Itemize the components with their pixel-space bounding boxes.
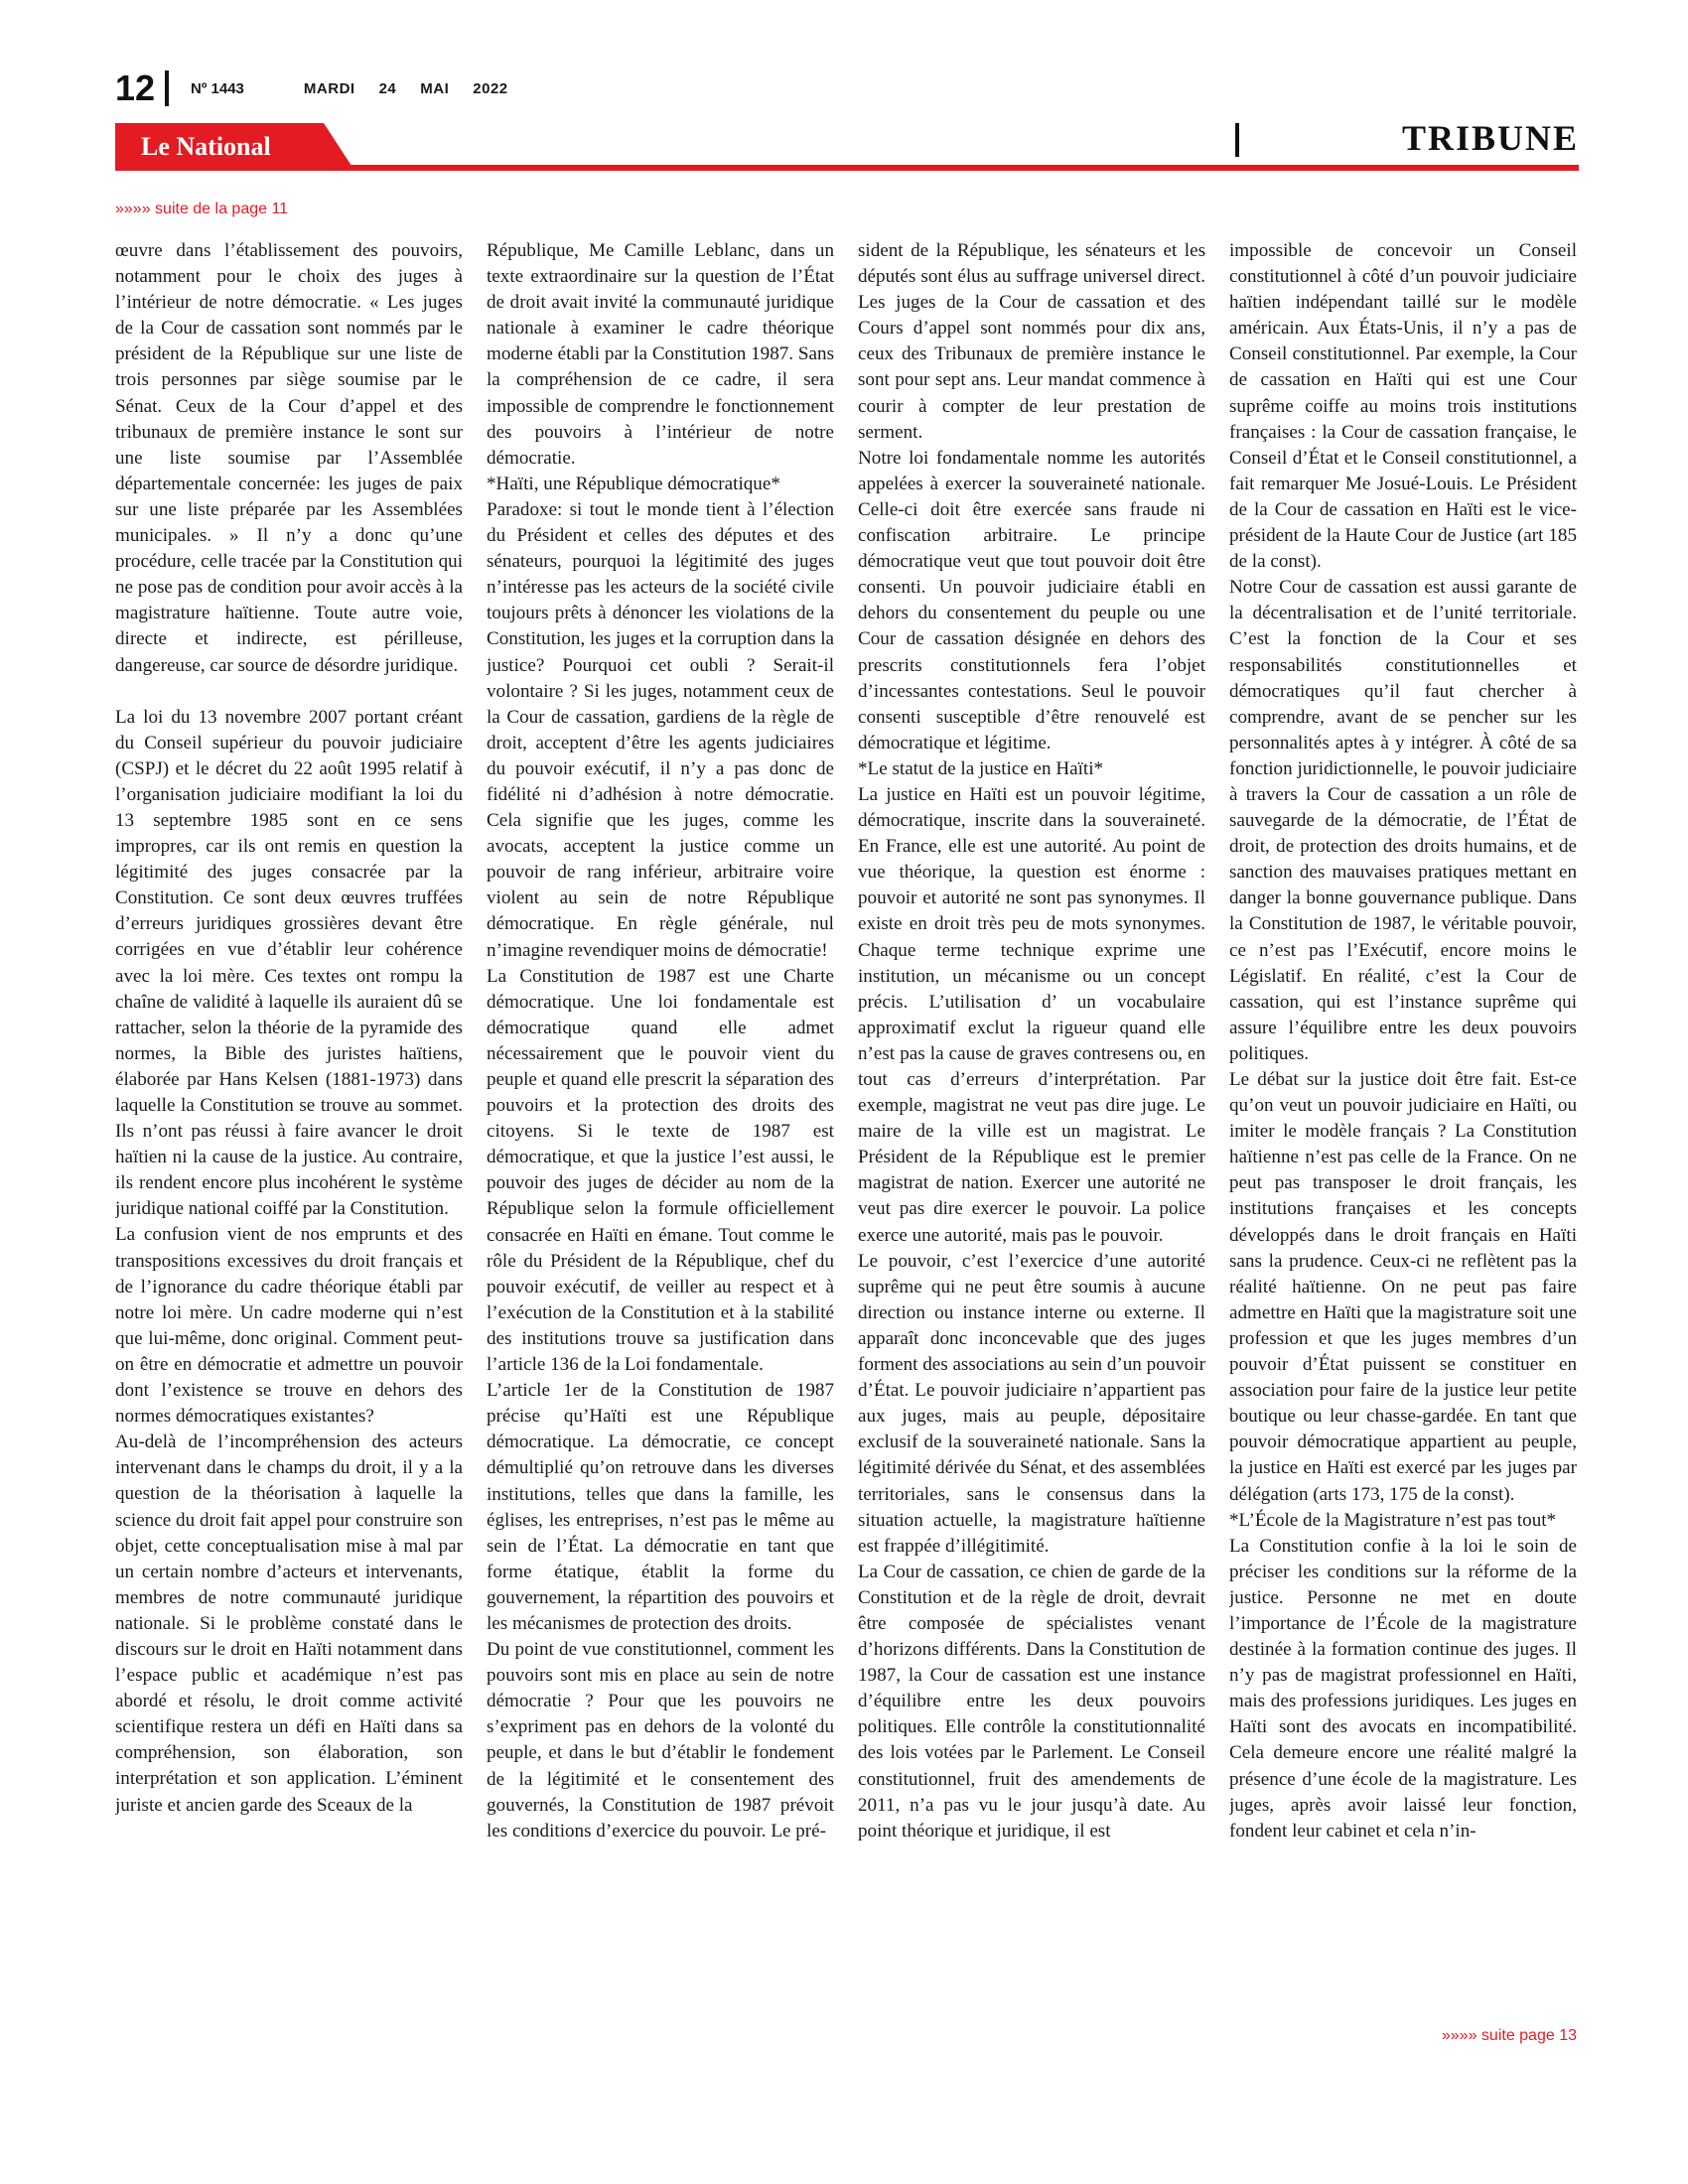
article-column-4 — [1229, 238, 1577, 2025]
section-divider — [1235, 123, 1239, 157]
paragraph: Du point de vue constitutionnel, comment les pouvoirs sont mis en place au sein de notre démocratie ? Pour que les pouvoirs ne s’expriment pas en dehors de la volonté du peuple, et dans le but d’établir le fondement de la légitimité et le consentement des gouvernés, la Constitution de 1987 prévoit les conditions d’exercice du pouvoir. Le pré- — [487, 1639, 834, 1842]
subheading: *Haïti, une République démocratique* — [487, 473, 780, 494]
paragraph: Notre loi fondamentale nomme les autorités appelées à exercer la souveraineté nationale. Celle-ci doit être exercée sans fraude ni confiscation arbitraire. Le principe démocratique veut que tout pouvoir doit être consenti. Un pouvoir judiciaire établi en dehors du consentement du peuple ou une Cour de cassation désignée en dehors des prescrits constitutionnels fera l’objet d’incessantes contestations. Seul le pouvoir consenti susceptible d’être renouvelé est démocratique et légitime. — [858, 447, 1205, 753]
date-weekday: MARDI — [303, 79, 355, 97]
article-column-2 — [487, 238, 834, 2025]
paragraph: Au-delà de l’incompréhension des acteurs intervenant dans le champs du droit, il y a la question de la théorisation à laquelle la science du droit fait appel pour construire son objet, cette conceptualisation mise à mal par un certain nombre d’acteurs et intervenants, membres de notre communauté juridique nationale. Si le problème constaté dans le discours sur le droit en Haïti notamment dans l’espace public et académique n’est pas abordé et résolu, le droit comme activité scientifique restera un défi en Haïti dans sa compréhension, son élaboration, son interprétation et son application. L’éminent juriste et ancien garde des Sceaux de la — [115, 1432, 463, 1816]
paragraph: La confusion vient de nos emprunts et des transpositions excessives du droit français et de l’ignorance du cadre théorique établi par notre loi mère. Un cadre moderne qui n’est que lui-même, donc original. Comment peut-on être en démocratie et admettre un pouvoir dont l’existence se trouve en dehors des normes démocratiques existantes? — [115, 1224, 463, 1428]
paragraph: Notre Cour de cassation est aussi garante de la décentralisation et de l’unité territoriale. C’est la fonction de la Cour et ses responsabilités constitutionnelles et démocratiques qu’il faut chercher à comprendre, avant de se pencher sur les personnalités aptes à y intégrer. À côté de sa fonction juridictionnelle, le pouvoir judiciaire à travers la Cour de cassation a un rôle de sauvegarde de la démocratie, de l’État de droit, de protection des droits humains, et de sanction des mauvaises pratiques mettant en danger la bonne gouvernance publique. Dans la Constitution de 1987, le véritable pouvoir, ce n’est pas l’Exécutif, encore moins le Législatif. En réalité, c’est la Cour de cassation, qui est l’instance suprême qui assure l’équilibre entre les deux pouvoirs politiques. — [1229, 577, 1577, 1064]
paragraph: œuvre dans l’établissement des pouvoirs, notamment pour le choix des juges à l’intérieur de notre démocratie. « Les juges de la Cour de cassation sont nommés par le président de la République sur une liste de trois personnes par siège soumise par le Sénat. Ceux de la Cour d’appel et des tribunaux de première instance le sont sur une liste soumise par l’Assemblée départementale concernée: les juges de paix sur une liste préparée par les Assemblées municipales. » Il n’y a donc qu’une procédure, celle tracée par la Constitution qui ne pose pas de condition pour avoir accès à la magistrature haïtienne. Toute autre voie, directe et indirecte, est périlleuse, dangereuse, car source de désordre juridique. — [115, 240, 463, 676]
newspaper-name: Le National — [141, 132, 271, 161]
section-title: TRIBUNE — [1401, 118, 1579, 158]
article-column-1 — [115, 238, 463, 2025]
paragraph: La loi du 13 novembre 2007 portant créant du Conseil supérieur du pouvoir judiciaire (CSPJ) et le décret du 22 août 1995 relatif à l’organisation judiciaire modifiant la loi du 13 septembre 1985 sont en ce sens impropres, car ils ont remis en question la légitimité des juges consacrée par la Constitution. Ce sont deux œuvres truffées d’erreurs juridiques grossières devant être corrigées en vue d’établir leur cohérence avec la loi mère. Ces textes ont rompu la chaîne de validité à laquelle ils auraient dû se rattacher, selon la théorie de la pyramide des normes, la Bible des juristes haïtiens, élaborée par Hans Kelsen (1881-1973) dans laquelle la Constitution se trouve au sommet. Ils n’ont pas réussi à faire avancer le droit haïtien ni la cause de la justice. Au contraire, ils rendent encore plus incohérent le système juridique national coiffé par la Constitution. — [115, 706, 463, 1220]
page-number: 12 — [115, 68, 156, 108]
article-column-3 — [858, 238, 1205, 2025]
subheading: *L’École de la Magistrature n’est pas tout* — [1229, 1509, 1557, 1531]
paragraph: La Cour de cassation, ce chien de garde de la Constitution et de la règle de droit, devrait être composée de spécialistes venant d’horizons différents. Dans la Constitution de 1987, la Cour de cassation est une instance d’équilibre entre les deux pouvoirs politiques. Elle contrôle la constitutionnalité des lois votées par le Parlement. Le Conseil constitutionnel, fruit des amendements de 2011, n’a pas vu le jour jusqu’à date. Au point théorique et juridique, il est — [858, 1561, 1205, 1842]
paragraph: impossible de concevoir un Conseil constitutionnel à côté d’un pouvoir judiciaire haïtien indépendant taillé sur le modèle américain. Aux États-Unis, il n’y a pas de Conseil constitutionnel. Par exemple, la Cour de cassation en Haïti qui est une Cour suprême coiffe au moins trois institutions françaises : la Cour de cassation française, le Conseil d’État et le Conseil constitutionnel, a fait remarquer Me Josué-Louis. Le Président de la Cour de cassation en Haïti est le vice-président de la Haute Cour de Justice (art 185 de la const). — [1229, 240, 1577, 573]
paragraph: Le débat sur la justice doit être fait. Est-ce qu’on veut un pouvoir judiciaire en Haïti, ou imiter le modèle français ? La Constitution haïtienne n’est pas celle de la France. On ne peut pas transposer le droit français, les institutions françaises et les concepts développés dans le droit français en Haïti sans la prudence. Ceux-ci ne reflètent pas la réalité haïtienne. On ne peut pas faire admettre en Haïti que la magistrature soit une profession et que les juges membres d’un pouvoir d’État puissent se constituer en association pour faire de la justice leur petite boutique ou leur chasse-gardée. En tant que pouvoir démocratique appartient au peuple, la justice en Haïti est exercé par les juges par délégation (arts 173, 175 de la const). — [1229, 1069, 1577, 1505]
date-day: 24 — [378, 79, 397, 97]
paragraph: L’article 1er de la Constitution de 1987 précise qu’Haïti est une République démocratique. La démocratie, ce concept démultiplié qu’on retrouve dans les diverses institutions, telles que dans la famille, les églises, les entreprises, n’est pas le même au sein de l’État. La démocratie en tant que forme étatique, établit la forme du gouvernement, la répartition des pouvoirs et les mécanismes de protection des droits. — [487, 1380, 834, 1634]
page-header — [115, 66, 532, 111]
paragraph: République, Me Camille Leblanc, dans un texte extraordinaire sur la question de l’État de droit avait invité la communauté juridique nationale à examiner le cadre théorique moderne établi par la Constitution 1987. Sans la compréhension de ce cadre, il sera impossible de comprendre le fonctionnement des pouvoirs à l’intérieur de notre démocratie. — [487, 240, 834, 469]
paragraph: Paradoxe: si tout le monde tient à l’élection du Président et celles des députes et des sénateurs, pourquoi la légitimité des juges n’intéresse pas les acteurs de la société civile toujours prêts à dénoncer les violations de la Constitution, les juges et la corruption dans la justice? Pourquoi cet oubli ? Serait-il volontaire ? Si les juges, notamment ceux de la Cour de cassation, gardiens de la règle de droit, acceptent d’être les agents judiciaires du pouvoir exécutif, il n’y a pas donc de fidélité ni d’adhésion à notre démocratie. Cela signifie que les juges, comme les avocats, acceptent la justice comme un pouvoir de rang inférieur, arbitraire voire violent au sein de notre République démocratique. En règle générale, nul n’imagine revendiquer moins de démocratie! — [487, 498, 834, 961]
paragraph: La justice en Haïti est un pouvoir légitime, démocratique, inscrite dans la souveraineté. En France, elle est une autorité. Au point de vue théorique, la question est énorme : pouvoir et autorité ne sont pas synonymes. Il existe en droit très peu de mots synonymes. Chaque terme technique exprime une institution, un mécanisme ou un concept précis. L’utilisation d’ un vocabulaire approximatif exclut la rigueur quand elle n’est pas la cause de graves contresens ou, en tout cas d’erreurs d’interprétation. Par exemple, magistrat ne veut pas dire juge. Le maire de la ville est un magistrat. Le Président de la République est le premier magistrat de nation. Exercer une autorité ne veut pas dire exercer le pouvoir. La police exerce une autorité, mais pas le pouvoir. — [858, 783, 1205, 1246]
issue-number: Nº 1443 — [191, 79, 244, 97]
header-red-rule — [115, 165, 1579, 171]
continued-on-link[interactable]: »»»» suite page 13 — [1441, 2027, 1577, 2044]
date-year: 2022 — [473, 79, 508, 97]
date-month: MAI — [420, 79, 450, 97]
paragraph: La Constitution de 1987 est une Charte démocratique. Une loi fondamentale est démocratique quand elle admet nécessairement que le pouvoir vient du peuple et quand elle prescrit la séparation des pouvoirs et la protection des droits des citoyens. Si le texte de 1987 est démocratique, et que la justice l’est aussi, le pouvoir des juges de décider au nom de la République selon la formule officiellement consacrée en Haïti en émane. Tout comme le rôle du Président de la République, chef du pouvoir exécutif, de veiller au respect et à l’exécution de la Constitution et à la stabilité des institutions trouve sa justification dans l’article 136 de la Loi fondamentale. — [487, 965, 834, 1376]
paragraph: La Constitution confie à la loi le soin de préciser les conditions sur la réforme de la justice. Personne ne met en doute l’importance de l’École de la magistrature destinée à la formation continue des juges. Il n’y pas de magistrat professionnel en Haïti, mais des professions juridiques. Les juges en Haïti sont des avocats en incompatibilité. Cela demeure encore une réalité malgré la présence d’une école de la magistrature. Les juges, après avoir laissé leur fonction, fondent leur cabinet et cela n’in- — [1229, 1535, 1577, 1842]
continued-from-note: »»»» suite de la page 11 — [115, 201, 289, 217]
subheading: *Le statut de la justice en Haïti* — [858, 757, 1104, 779]
paragraph: Le pouvoir, c’est l’exercice d’une autorité suprême qui ne peut être soumis à aucune direction ou instance interne ou externe. Il apparaît donc inconcevable que des juges forment des associations au sein d’un pouvoir d’État. Le pouvoir judiciaire n’appartient pas aux juges, mais au peuple, dépositaire exclusif de la souveraineté nationale. Sans la légitimité dérivée du Sénat, et des assemblées territoriales, sans le consensus dans la situation actuelle, la magistrature haïtienne est frappée d’illégitimité. — [858, 1250, 1205, 1557]
header-divider — [165, 70, 169, 106]
newspaper-logo — [115, 123, 353, 169]
paragraph: sident de la République, les sénateurs et les députés sont élus au suffrage universel direct. Les juges de la Cour de cassation et des Cours d’appel sont nommés pour dix ans, ceux des Tribunaux de première instance le sont pour sept ans. Leur mandat commence à courir à compter de leur prestation de serment. — [858, 240, 1205, 443]
